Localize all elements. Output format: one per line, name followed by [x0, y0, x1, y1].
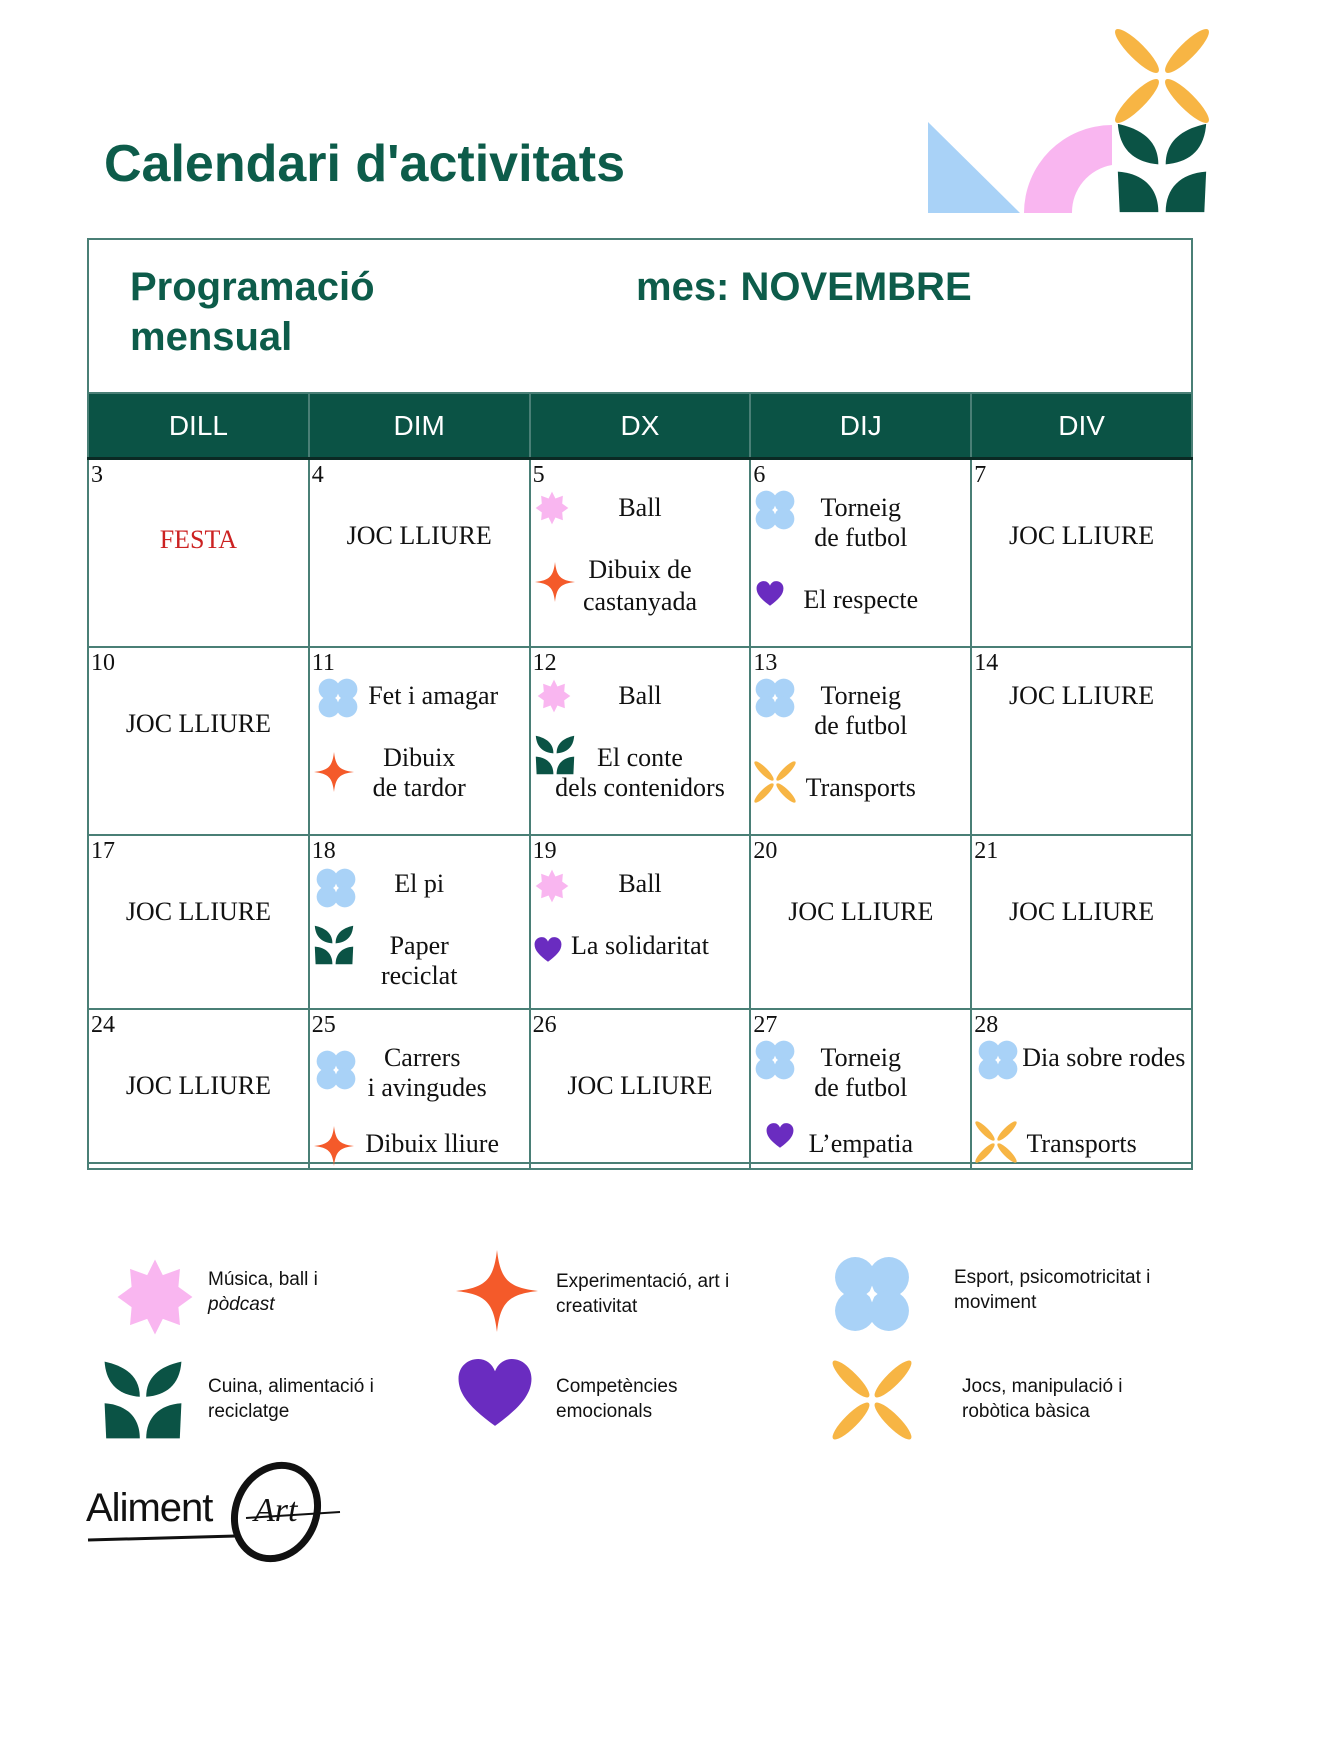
- day-number: 13: [753, 650, 778, 676]
- activity-text: de futbol: [814, 523, 908, 552]
- activity-text: El respecte: [803, 585, 919, 614]
- legend-line: Jocs, manipulació i: [962, 1376, 1123, 1397]
- activity-text: i avingudes: [367, 1073, 487, 1102]
- day-number: 18: [311, 838, 336, 864]
- table-row: [88, 1009, 1192, 1169]
- table-row: [88, 459, 1192, 648]
- activity-text: Dibuix: [383, 743, 456, 772]
- activity-text: Torneig: [820, 493, 902, 522]
- activity-text: Transports: [805, 773, 916, 802]
- day-number: 26: [532, 1012, 557, 1038]
- activity-text: de tardor: [372, 773, 466, 802]
- legend-line: Competències: [556, 1376, 678, 1397]
- legend-line: emocionals: [556, 1401, 653, 1422]
- day-number: 24: [91, 1012, 115, 1038]
- page-title: Calendari d'activitats: [104, 135, 625, 193]
- decorative-shapes-icon: [920, 20, 1220, 220]
- legend-line: moviment: [954, 1292, 1037, 1313]
- activity-text: Dibuix de: [588, 555, 692, 584]
- day-header: DIM: [309, 393, 530, 459]
- legend-line: robòtica bàsica: [962, 1401, 1090, 1422]
- day-cell: [309, 835, 530, 1009]
- day-cell: [750, 647, 971, 835]
- day-cell: [750, 835, 971, 1009]
- day-number: 6: [753, 462, 766, 488]
- table-row: [88, 647, 1192, 835]
- legend-cooking: [208, 1374, 374, 1424]
- programacio-line1: Programació: [130, 265, 375, 309]
- activity-text: JOC LLIURE: [125, 1071, 271, 1100]
- activity-text: JOC LLIURE: [125, 709, 271, 738]
- activity-text: de futbol: [814, 711, 908, 740]
- day-header: DILL: [88, 393, 309, 459]
- legend-line: reciclatge: [208, 1401, 290, 1422]
- legend-line: Cuina, alimentació i: [208, 1376, 374, 1397]
- day-number: 19: [532, 838, 557, 864]
- day-cell: [530, 835, 751, 1009]
- activity-text: Transports: [1026, 1129, 1137, 1158]
- legend-art: [556, 1269, 729, 1319]
- legend-music: [208, 1267, 318, 1317]
- day-cell: [971, 459, 1192, 648]
- logo-mark-text: Art: [254, 1492, 298, 1529]
- legend-games: [962, 1374, 1123, 1424]
- day-number: 7: [974, 462, 987, 488]
- activity-text: Ball: [618, 493, 662, 522]
- day-cell: [971, 1009, 1192, 1169]
- day-cell: [750, 459, 971, 648]
- logo-word: Aliment: [86, 1486, 213, 1530]
- activity-text: reciclat: [380, 961, 458, 990]
- activity-text: JOC LLIURE: [1009, 521, 1155, 550]
- calendar-table: [87, 392, 1193, 1170]
- day-number: 17: [91, 838, 115, 864]
- activity-text: dels contenidors: [555, 773, 725, 802]
- activity-text: Ball: [618, 869, 662, 898]
- day-cell: [530, 459, 751, 648]
- day-number: 10: [91, 650, 115, 676]
- alimentart-logo: [86, 1456, 346, 1566]
- activity-text: FESTA: [159, 525, 238, 554]
- spark-red-icon: [456, 1250, 538, 1332]
- month-heading: mes: NOVEMBRE: [636, 265, 972, 309]
- activity-text: de futbol: [814, 1073, 908, 1102]
- day-number: 3: [91, 462, 103, 488]
- flower-pink-icon: [114, 1258, 196, 1336]
- activity-text: La solidaritat: [571, 931, 709, 960]
- activity-text: Dia sobre rodes: [1022, 1043, 1186, 1072]
- day-cell: [88, 835, 309, 1009]
- activity-text: Carrers: [383, 1043, 461, 1072]
- day-cell: [750, 1009, 971, 1169]
- day-cell: [530, 1009, 751, 1169]
- day-number: 20: [753, 838, 778, 864]
- day-header: DIJ: [750, 393, 971, 459]
- leaves-green-icon: [102, 1360, 184, 1440]
- day-header: DX: [530, 393, 751, 459]
- day-cell: [309, 459, 530, 648]
- day-header: DIV: [971, 393, 1192, 459]
- activity-text: Fet i amagar: [368, 681, 499, 710]
- legend-line: Esport, psicomotricitat i: [954, 1267, 1151, 1288]
- activity-text: L’empatia: [808, 1129, 914, 1158]
- legend-line: pòdcast: [208, 1294, 275, 1315]
- programacio-heading: [130, 262, 375, 362]
- activity-text: JOC LLIURE: [567, 1071, 713, 1100]
- activity-text: El conte: [597, 743, 683, 772]
- day-number: 27: [753, 1012, 778, 1038]
- day-number: 21: [974, 838, 999, 864]
- table-row: [88, 835, 1192, 1009]
- day-number: 5: [532, 462, 545, 488]
- activity-text: castanyada: [582, 587, 698, 616]
- legend-line: Música, ball i: [208, 1269, 318, 1290]
- cross-orange-icon: [830, 1358, 914, 1442]
- activity-text: Dibuix lliure: [365, 1129, 499, 1158]
- activity-text: JOC LLIURE: [1009, 897, 1155, 926]
- day-number: 4: [311, 462, 324, 488]
- logo-mark-icon: [86, 1456, 346, 1566]
- day-cell: [971, 647, 1192, 835]
- day-cell: [530, 647, 751, 835]
- day-cell: [309, 1009, 530, 1169]
- activity-text: JOC LLIURE: [788, 897, 934, 926]
- activity-text: JOC LLIURE: [346, 521, 492, 550]
- activity-text: Torneig: [820, 681, 902, 710]
- day-cell: [309, 647, 530, 835]
- activity-text: Ball: [618, 681, 662, 710]
- activity-text: Paper: [389, 931, 449, 960]
- programacio-line2: mensual: [130, 315, 293, 359]
- legend-line: Experimentació, art i: [556, 1271, 730, 1292]
- clover-blue-icon: [830, 1252, 914, 1336]
- day-number: 25: [311, 1012, 336, 1038]
- day-number: 11: [311, 650, 335, 676]
- activity-text: El pi: [394, 869, 445, 898]
- day-cell: [88, 647, 309, 835]
- day-cell: [88, 459, 309, 648]
- day-number: 28: [974, 1012, 999, 1038]
- day-cell: [88, 1009, 309, 1169]
- activity-text: JOC LLIURE: [125, 897, 271, 926]
- day-cell: [971, 835, 1192, 1009]
- day-number: 12: [532, 650, 557, 676]
- legend-sport: [954, 1265, 1150, 1315]
- legend-emotions: [556, 1374, 677, 1424]
- day-number: 14: [974, 650, 999, 676]
- activity-text: Torneig: [820, 1043, 902, 1072]
- heart-purple-icon: [454, 1356, 536, 1432]
- activity-text: JOC LLIURE: [1009, 681, 1155, 710]
- legend-line: creativitat: [556, 1296, 638, 1317]
